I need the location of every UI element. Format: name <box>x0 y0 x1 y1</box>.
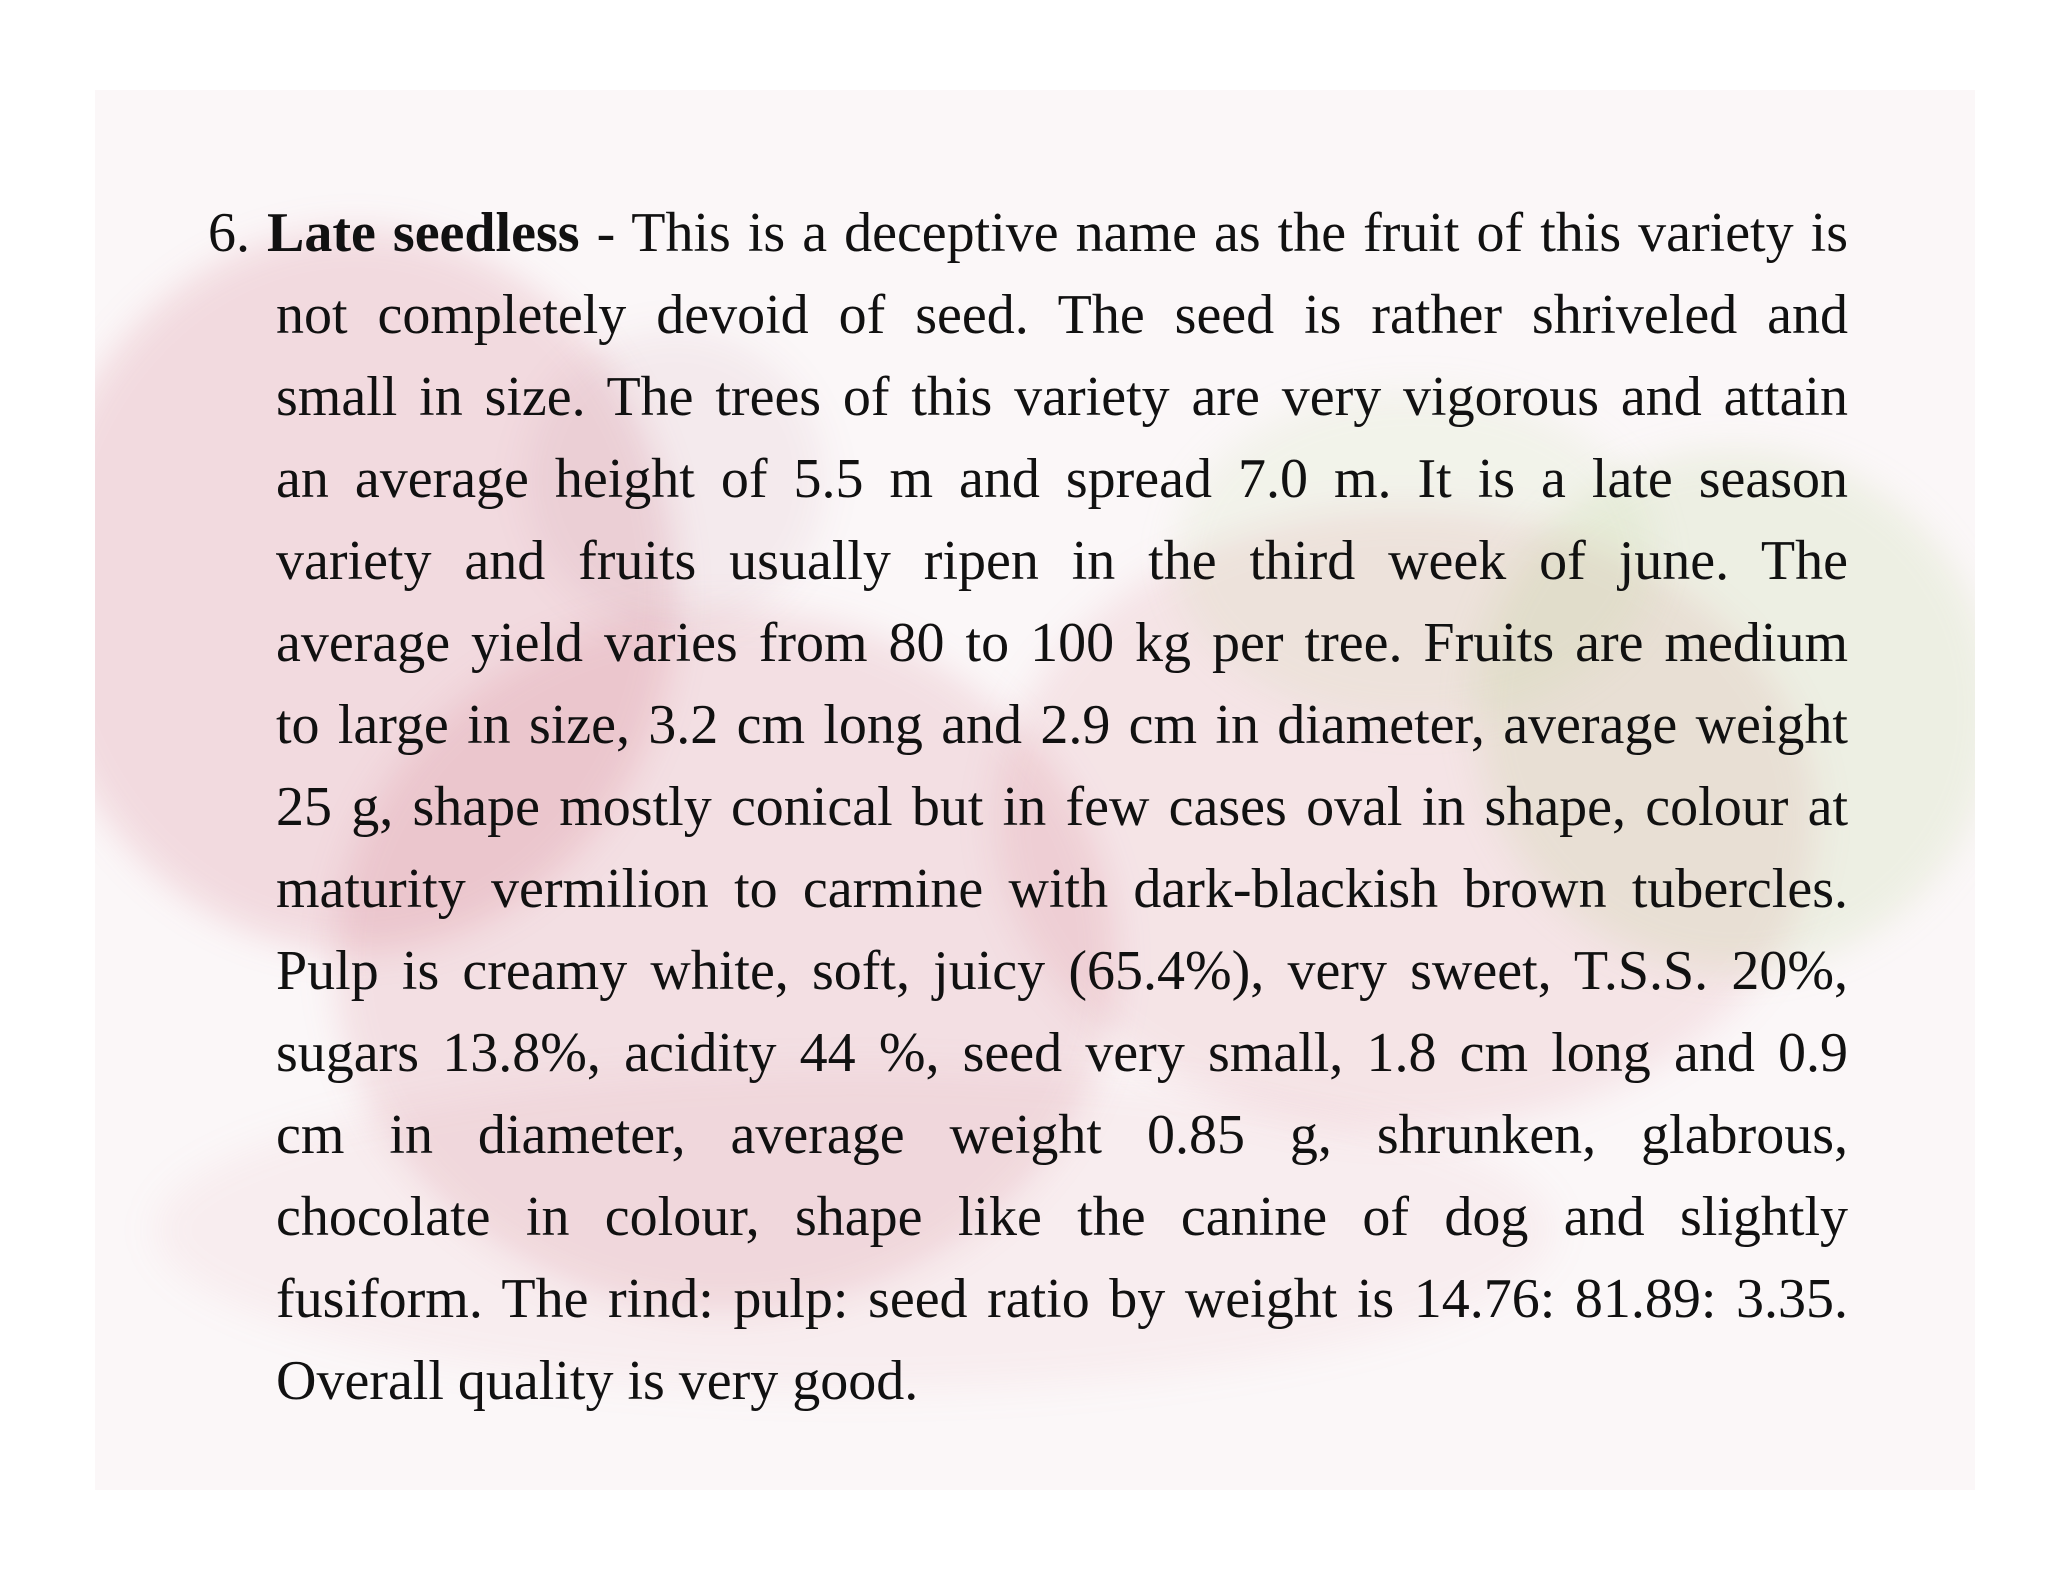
variety-description <box>208 192 1848 1422</box>
paragraph-line: cm in diameter, average weight 0.85 g, shrunken, glabrous, <box>276 1104 1848 1166</box>
paragraph-line: small in size. The trees of this variety are very vigorous and attain <box>276 366 1848 428</box>
paragraph-line: chocolate in colour, shape like the canine of dog and slightly <box>276 1186 1848 1248</box>
paragraph-last-line: Overall quality is very good. <box>276 1350 919 1412</box>
paragraph-line: average yield varies from 80 to 100 kg per tree. Fruits are medium <box>276 612 1848 674</box>
first-line-text: - This is a deceptive name as the fruit of this variety is <box>579 202 1848 264</box>
item-number: 6. <box>208 202 268 264</box>
paragraph-line: maturity vermilion to carmine with dark-blackish brown tubercles. <box>276 858 1848 920</box>
paragraph-line: fusiform. The rind: pulp: seed ratio by weight is 14.76: 81.89: 3.35. <box>276 1268 1848 1330</box>
first-line <box>208 192 1848 274</box>
paragraph-line: 25 g, shape mostly conical but in few cases oval in shape, colour at <box>276 776 1848 838</box>
paragraph-line: variety and fruits usually ripen in the third week of june. The <box>276 530 1848 592</box>
paragraph-line: not completely devoid of seed. The seed is rather shriveled and <box>276 284 1848 346</box>
paragraph-line: an average height of 5.5 m and spread 7.0 m. It is a late season <box>276 448 1848 510</box>
paragraph-line: to large in size, 3.2 cm long and 2.9 cm in diameter, average weight <box>276 694 1848 756</box>
paragraph-line: Pulp is creamy white, soft, juicy (65.4%), very sweet, T.S.S. 20%, <box>276 940 1848 1002</box>
variety-name: Late seedless <box>267 202 580 264</box>
paragraph-line: sugars 13.8%, acidity 44 %, seed very small, 1.8 cm long and 0.9 <box>276 1022 1848 1084</box>
